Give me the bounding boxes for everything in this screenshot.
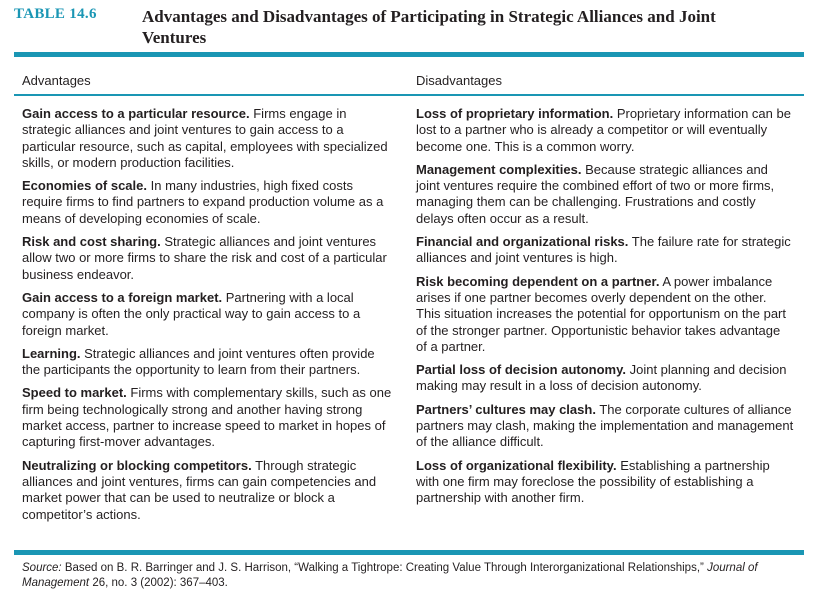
top-rule (14, 52, 804, 57)
disadvantage-heading: Loss of proprietary information. (416, 106, 614, 121)
advantage-item (22, 458, 394, 523)
advantage-text: Strategic alliances and joint ventures allow two or more firms to share the risk and cost of a particular business endeavor. (22, 234, 387, 282)
advantage-item (22, 178, 394, 227)
advantage-item (22, 290, 394, 339)
disadvantage-item (416, 362, 794, 395)
advantages-header: Advantages (22, 73, 91, 88)
disadvantage-text: The failure rate for strategic alliances and joint ventures is high. (416, 234, 791, 266)
table-title: Advantages and Disadvantages of Participating in Strategic Alliances and Joint Ventures (142, 7, 716, 47)
disadvantage-text: Proprietary information can be lost to a partner who is already a competitor or will eventually become one. This is a common worry. (416, 106, 791, 154)
advantage-text: Through strategic alliances and joint ventures, firms can gain competencies and market power that can be used to neutralize or block a competitor’s actions. (22, 457, 377, 522)
disadvantages-column (416, 106, 794, 514)
advantage-text: Firms engage in strategic alliances and joint ventures to gain access to a particular resource, such as capital, employees with specialized skills, or modern production facilities. (22, 106, 388, 170)
advantage-item (22, 385, 394, 450)
advantage-heading: Risk and cost sharing. (22, 234, 161, 250)
disadvantage-item (416, 234, 794, 267)
source-label: Source: (22, 562, 62, 574)
header-rule (14, 94, 804, 96)
disadvantage-heading: Risk becoming dependent on a partner. (416, 273, 660, 289)
advantage-item (22, 106, 394, 171)
source-text: Based on B. R. Barringer and J. S. Harrison, “Walking a Tightrope: Creating Value Through Interorganizational Relationships,” (64, 562, 704, 574)
disadvantage-text: Joint planning and decision making may result in a loss of decision autonomy. (416, 362, 787, 394)
bottom-rule (14, 550, 804, 555)
advantages-column (22, 106, 394, 530)
disadvantage-item (416, 162, 794, 227)
disadvantage-item (416, 274, 794, 355)
advantage-text: Partnering with a local company is often the only practical way to gain access to a foreign market. (22, 289, 361, 338)
source-journal: Journal of Management (22, 562, 758, 589)
advantage-heading: Speed to market. (22, 385, 127, 401)
advantage-heading: Gain access to a foreign market. (22, 289, 223, 305)
advantage-heading: Learning. (22, 345, 81, 361)
source-citation: 26, no. 3 (2002): 367–403. (92, 577, 228, 589)
disadvantage-heading: Partners’ cultures may clash. (416, 401, 596, 417)
advantage-text: Strategic alliances and joint ventures often provide the participants the opportunity to learn from their partners. (22, 345, 375, 378)
disadvantage-item (416, 458, 794, 507)
disadvantage-item (416, 106, 794, 155)
disadvantage-text: A power imbalance arises if one partner becomes overly dependent on the other. This situation increases the potential for opportunism on the part of the stronger partner. Opportunistic behavior takes advantage of a partner. (416, 273, 786, 354)
disadvantage-heading: Financial and organizational risks. (416, 234, 629, 250)
advantage-text: Firms with complementary skills, such as one firm being technologically strong and another having strong market access, partner to increase speed to market in hopes of capturing first-mover advantages. (22, 385, 392, 450)
disadvantage-heading: Partial loss of decision autonomy. (416, 362, 626, 378)
disadvantage-text: Establishing a partnership with one firm may foreclose the possibility of establishing a partnership with another firm. (416, 457, 770, 506)
disadvantage-heading: Management complexities. (416, 161, 582, 177)
advantage-heading: Neutralizing or blocking competitors. (22, 457, 252, 473)
source-note (22, 561, 802, 591)
advantage-heading: Gain access to a particular resource. (22, 106, 250, 121)
disadvantages-header: Disadvantages (416, 73, 502, 88)
disadvantage-text: The corporate cultures of alliance partners may clash, making the implementation and management of the alliance difficult. (416, 401, 794, 450)
disadvantage-heading: Loss of organizational flexibility. (416, 457, 617, 473)
advantage-item (22, 346, 394, 379)
advantage-heading: Economies of scale. (22, 178, 147, 194)
disadvantage-text: Because strategic alliances and joint ventures require the combined effort of two or more firms, managing them can be challenging. Frustrations and costly delays often occur as a result. (416, 161, 775, 226)
advantage-item (22, 234, 394, 283)
disadvantage-item (416, 402, 794, 451)
advantage-text: In many industries, high fixed costs require firms to find partners to expand production volume as a means of developing economies of scale. (22, 178, 384, 226)
table-label: TABLE 14.6 (14, 6, 97, 22)
